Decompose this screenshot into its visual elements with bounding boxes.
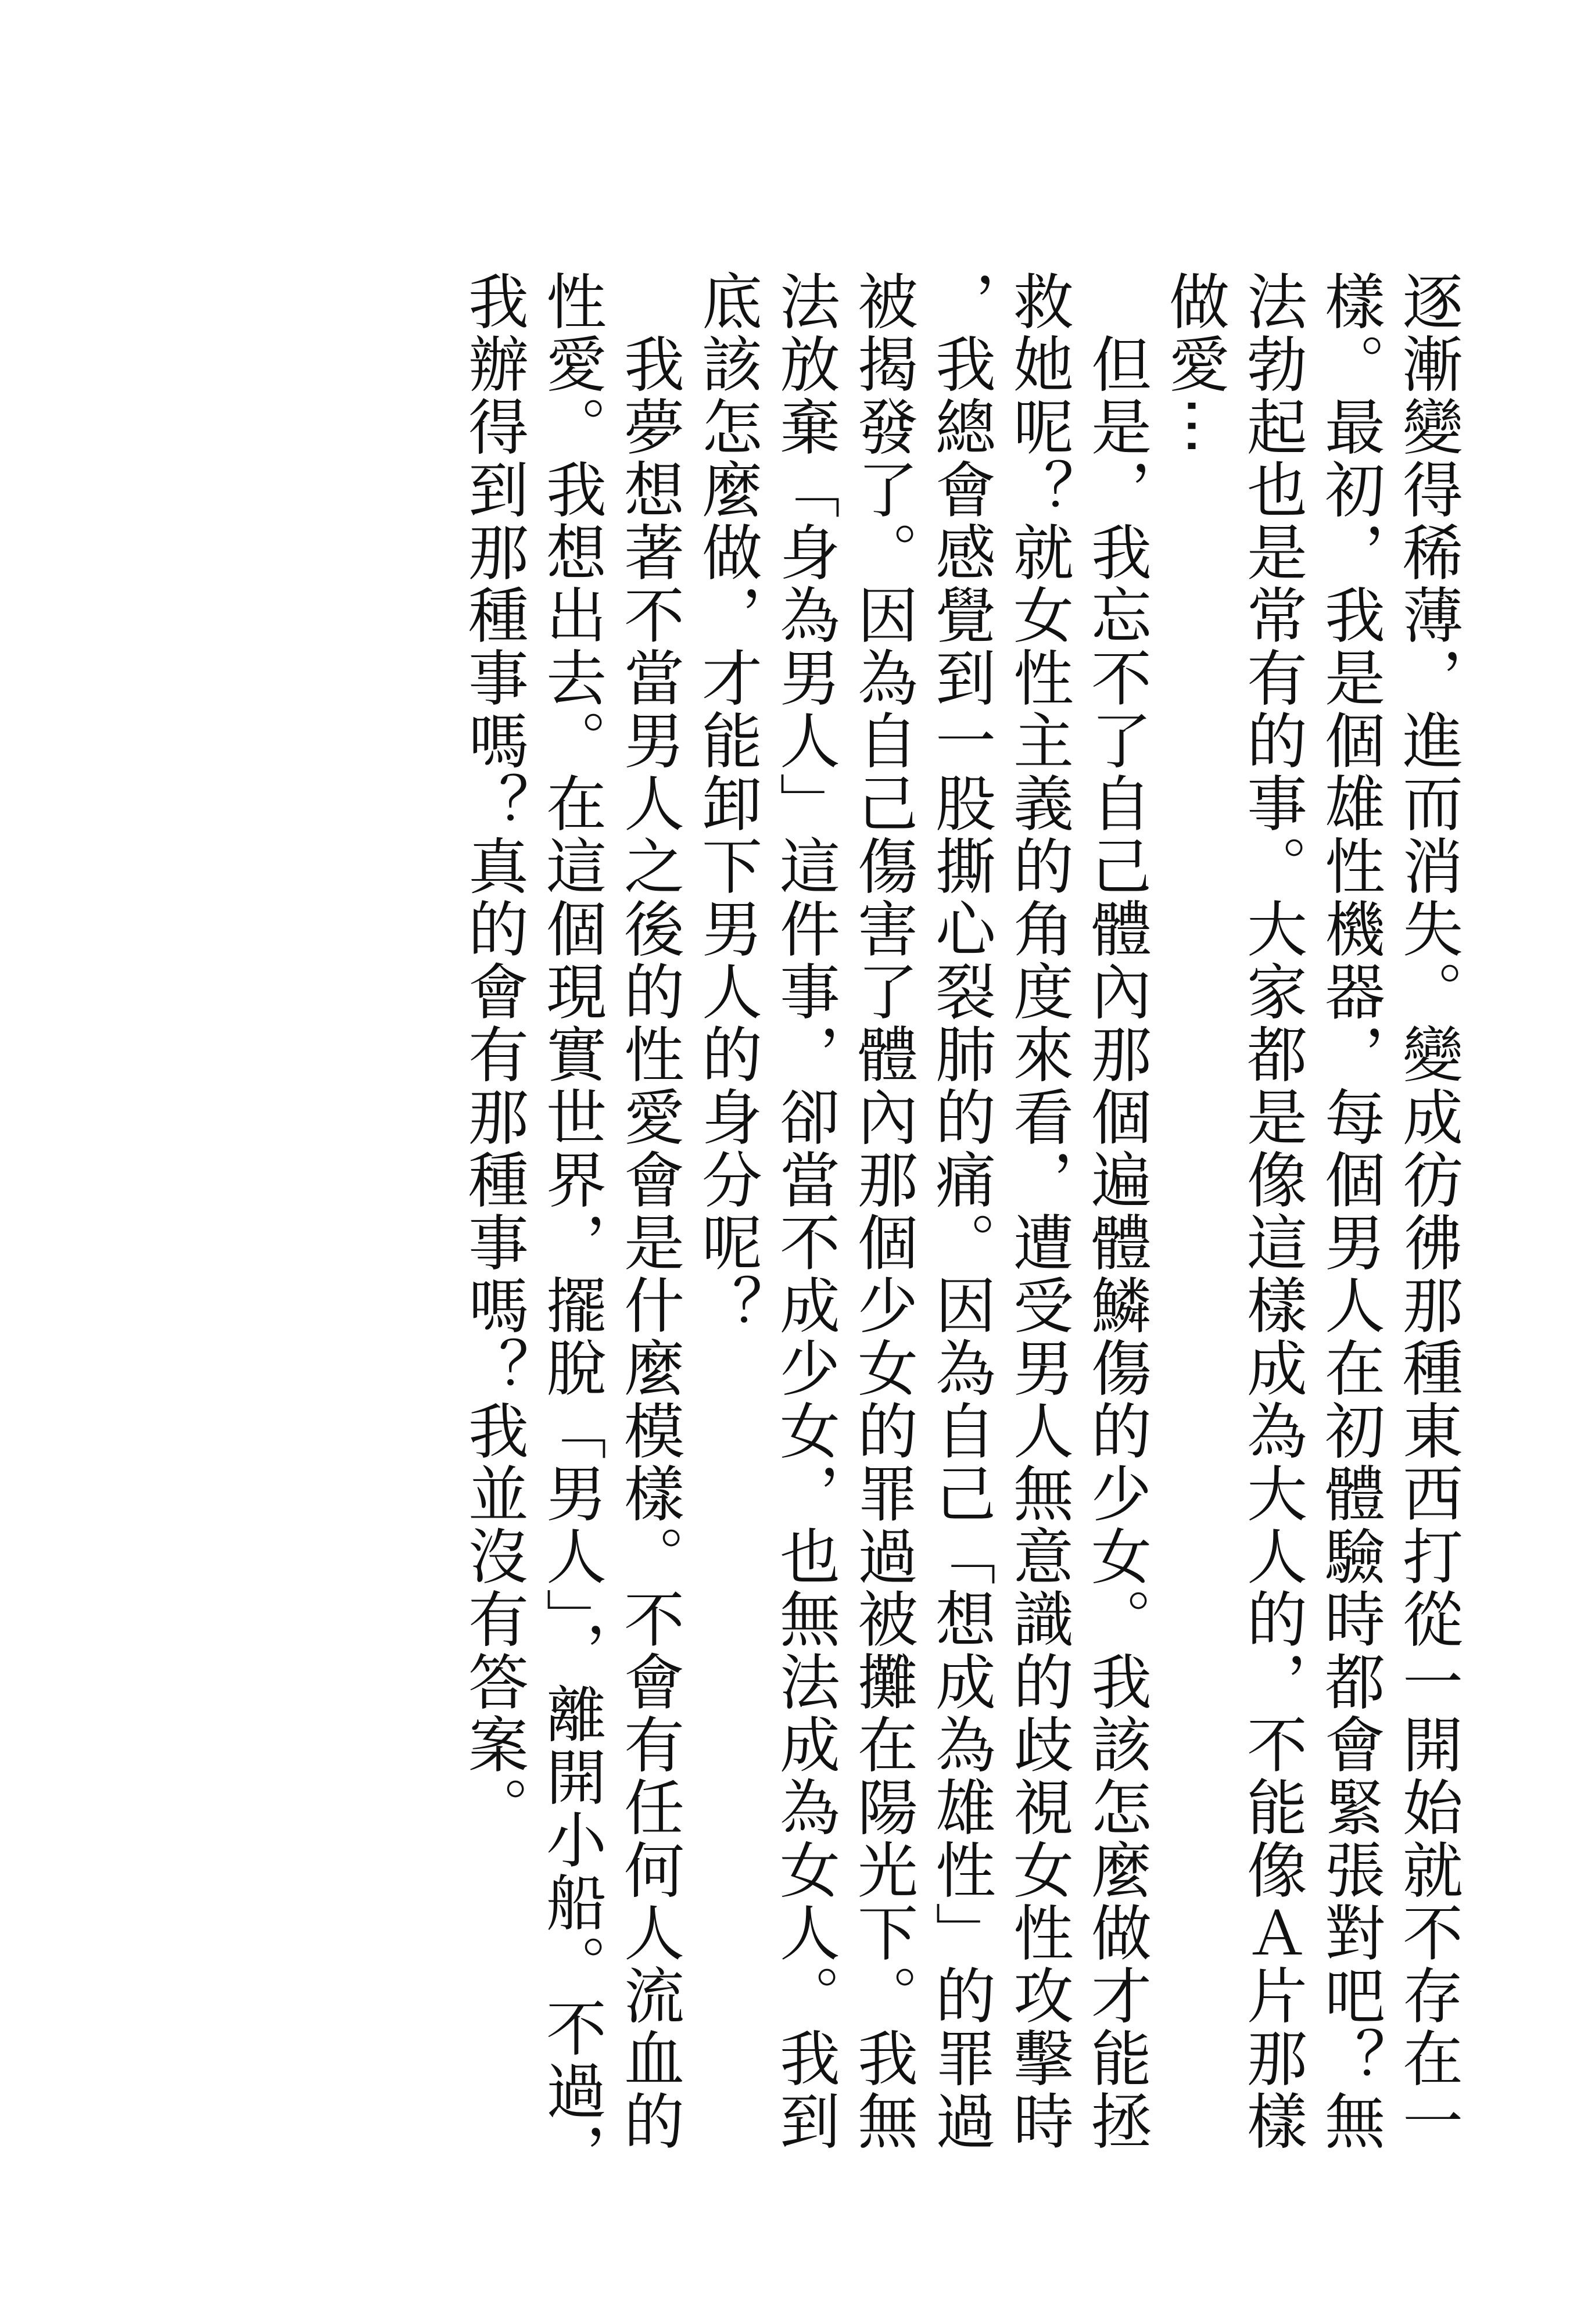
- paragraph-2: 但是，我忘不了自己體內那個遍體鱗傷的少女。我該怎麼做才能拯救她呢？就女性主義的角度來看，遭受男人無意識的歧視女性攻擊時，我總會感覺到一股撕心裂肺的痛。因為自己「想成為雄性」的罪過被揭發了。因為自己傷害了體內那個少女的罪過被攤在陽光下。我無法放棄「身為男人」這件事，卻當不成少女，也無法成為女人。我到底該怎麼做，才能卸下男人的身分呢？: [691, 270, 1152, 2153]
- paragraph-3: 我夢想著不當男人之後的性愛會是什麼模樣。不會有任何人流血的性愛。我想出去。在這個現實世界，擺脫「男人」，離開小船。不過，我辦得到那種事嗎？真的會有那種事嗎？我並沒有答案。: [458, 270, 684, 2185]
- vertical-text-block: [454, 270, 1467, 2187]
- paragraph-1: 逐漸變得稀薄，進而消失。變成彷彿那種東西打從一開始就不存在一樣。最初，我是個雄性機器，每個男人在初體驗時都會緊張對吧？無法勃起也是常有的事。大家都是像這樣成為大人的，不能像Ａ片那樣做愛⋯: [1159, 270, 1463, 2153]
